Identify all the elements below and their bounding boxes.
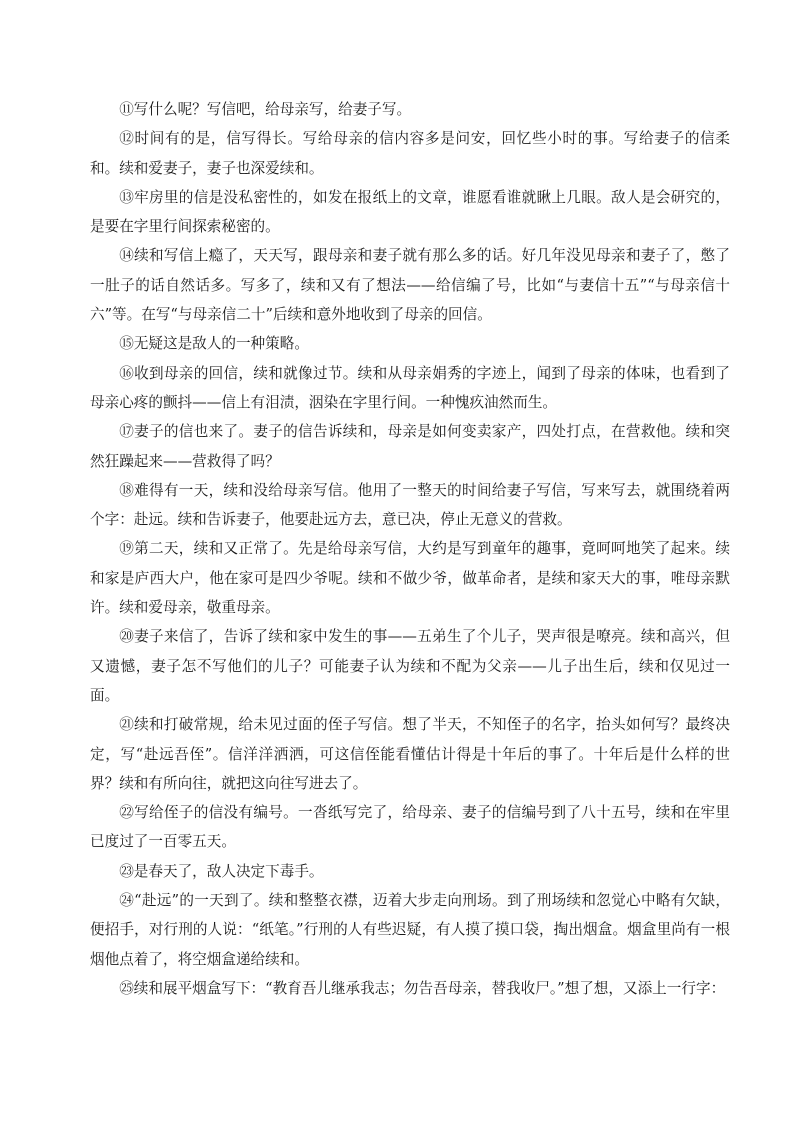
- paragraph-13: ⑬牢房里的信是没私密性的，如发在报纸上的文章，谁愿看谁就瞅上几眼。敌人是会研究的，是要在字里行间探索秘密的。: [90, 188, 730, 236]
- paragraph-16: ⑯收到母亲的回信，续和就像过节。续和从母亲娟秀的字迹上，闻到了母亲的体味，也看到了母亲心疼的颤抖——信上有泪渍，洇染在字里行间。一种愧疚油然而生。: [90, 364, 730, 411]
- paragraph-23: ㉓是春天了，敌人决定下毒手。: [119, 862, 324, 880]
- paragraph-24: ㉔“赴远”的一天到了。续和整整衣襟，迈着大步走向刑场。到了刑场续和忽觉心中略有欠缺，便招手，对行刑的人说：“纸笔。”行刑的人有些迟疑，有人摸了摸口袋，掏出烟盒。烟盒里尚有一根烟他点着了，将空烟盒递给续和。: [90, 892, 730, 968]
- paragraph-14: ⑭续和写信上瘾了，天天写，跟母亲和妻子就有那么多的话。好几年没见母亲和妻子了，憋了一肚子的话自然话多。写多了，续和又有了想法——给信编了号，比如“与妻信十五”“与母亲信十六”等。在写“与母亲信二十”后续和意外地收到了母亲的回信。: [90, 247, 730, 324]
- paragraph-18: ⑱难得有一天，续和没给母亲写信。他用了一整天的时间给妻子写信，写来写去，就围绕着两个字：赴远。续和告诉妻子，他要赴远方去，意已决，停止无意义的营救。: [90, 481, 730, 529]
- paragraph-19: ⑲第二天，续和又正常了。先是给母亲写信，大约是写到童年的趣事，竟呵呵地笑了起来。续和家是庐西大户，他在家可是四少爷呢。续和不做少爷，做革命者，是续和家天大的事，唯母亲默许。续和爱母亲，敬重母亲。: [90, 540, 730, 617]
- paragraph-25: ㉕续和展平烟盒写下：“教育吾儿继承我志；勿告吾母亲，替我收尸。”想了想，又添上一行字：: [119, 979, 726, 997]
- paragraph-15: ⑮无疑这是敌人的一种策略。: [119, 335, 309, 353]
- article-body: [90, 95, 730, 1003]
- paragraph-11: ⑪写什么呢？写信吧，给母亲写，给妻子写。: [119, 101, 412, 118]
- paragraph-12: ⑫时间有的是，信写得长。写给母亲的信内容多是问安，回忆些小时的事。写给妻子的信柔和。续和爱妻子，妻子也深爱续和。: [90, 130, 730, 177]
- paragraph-22: ㉒写给侄子的信没有编号。一沓纸写完了，给母亲、妻子的信编号到了八十五号，续和在牢里已度过了一百零五天。: [90, 804, 730, 851]
- paragraph-17: ⑰妻子的信也来了。妻子的信告诉续和，母亲是如何变卖家产，四处打点，在营救他。续和突然狂躁起来——营救得了吗？: [90, 423, 730, 470]
- paragraph-21: ㉑续和打破常规，给未见过面的侄子写信。想了半天，不知侄子的名字，抬头如何写？最终决定，写“赴远吾侄”。信洋洋洒洒，可这信侄能看懂估计得是十年后的事了。十年后是什么样的世界？续和有所向往，就把这向往写进去了。: [90, 716, 730, 792]
- paragraph-20: ⑳妻子来信了，告诉了续和家中发生的事——五弟生了个儿子，哭声很是嘹亮。续和高兴，但又遗憾，妻子怎不写他们的儿子？可能妻子认为续和不配为父亲——儿子出生后，续和仅见过一面。: [90, 628, 730, 704]
